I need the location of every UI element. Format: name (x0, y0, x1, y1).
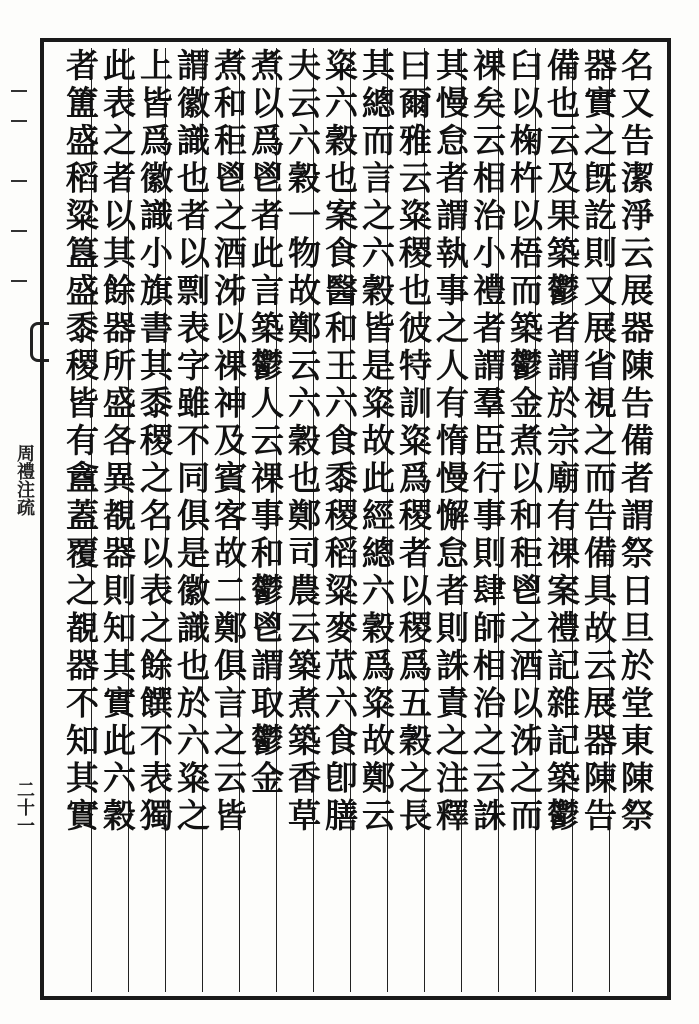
margin-tick (11, 180, 27, 182)
text-column: 曰爾雅云粢稷也彼特訓粢爲稷者以稷爲五穀之長 (394, 48, 433, 836)
text-column: 上皆爲徽識小旗書其黍稷之名以表之餘饌不表獨 (135, 48, 174, 836)
text-column: 其總而言之六穀皆是粢故此經總六穀爲粢故鄭云 (357, 48, 396, 836)
text-column: 備也云及果築鬱者謂於宗廟有祼案禮記雜記築鬱 (542, 48, 581, 836)
text-column: 此表之者以其餘器所盛各異覩器則知其實此六穀 (98, 48, 137, 836)
margin-tick (11, 120, 27, 122)
text-column: 粢六穀也案食醫和王六食黍稷稻粱麥苽六食卽膳 (320, 48, 359, 836)
text-column: 煮和秬鬯之酒泲以祼神及賓客故二鄭俱言之云皆 (209, 48, 248, 836)
text-column: 名又告潔淨云展器陳告備者謂祭日旦於堂東陳祭 (616, 48, 655, 836)
text-column: 器實之旣訖則又展省視之而告備具故云展器陳告 (579, 48, 618, 836)
margin-tick (11, 90, 27, 92)
page-number: 二十一 (14, 780, 35, 834)
text-column: 煮以爲鬯者此言築鬱人云祼事和鬱鬯謂取鬱金 (246, 48, 285, 798)
text-column: 其慢怠者謂執事之人有惰慢懈怠者則誅責之注釋 (431, 48, 470, 836)
text-column: 祼矣云相治小禮者謂羣臣行事則肆師相治之云誅 (468, 48, 507, 836)
book-title: 周禮注疏 (14, 444, 35, 516)
text-column: 謂徽識也者以剽表字雖不同俱是徽識也於六粢之 (172, 48, 211, 836)
text-column: 臼以椈杵以梧而築鬱金煮以和秬鬯之酒以泲之而 (505, 48, 544, 836)
margin-tick (11, 230, 27, 232)
text-column: 者簠盛稻粱簋盛黍稷皆有盦蓋覆之覩器不知其實 (61, 48, 100, 836)
margin-tick (11, 280, 27, 282)
text-column: 夫云六穀一物故鄭云六穀也鄭司農云築煮築香草 (283, 48, 322, 836)
